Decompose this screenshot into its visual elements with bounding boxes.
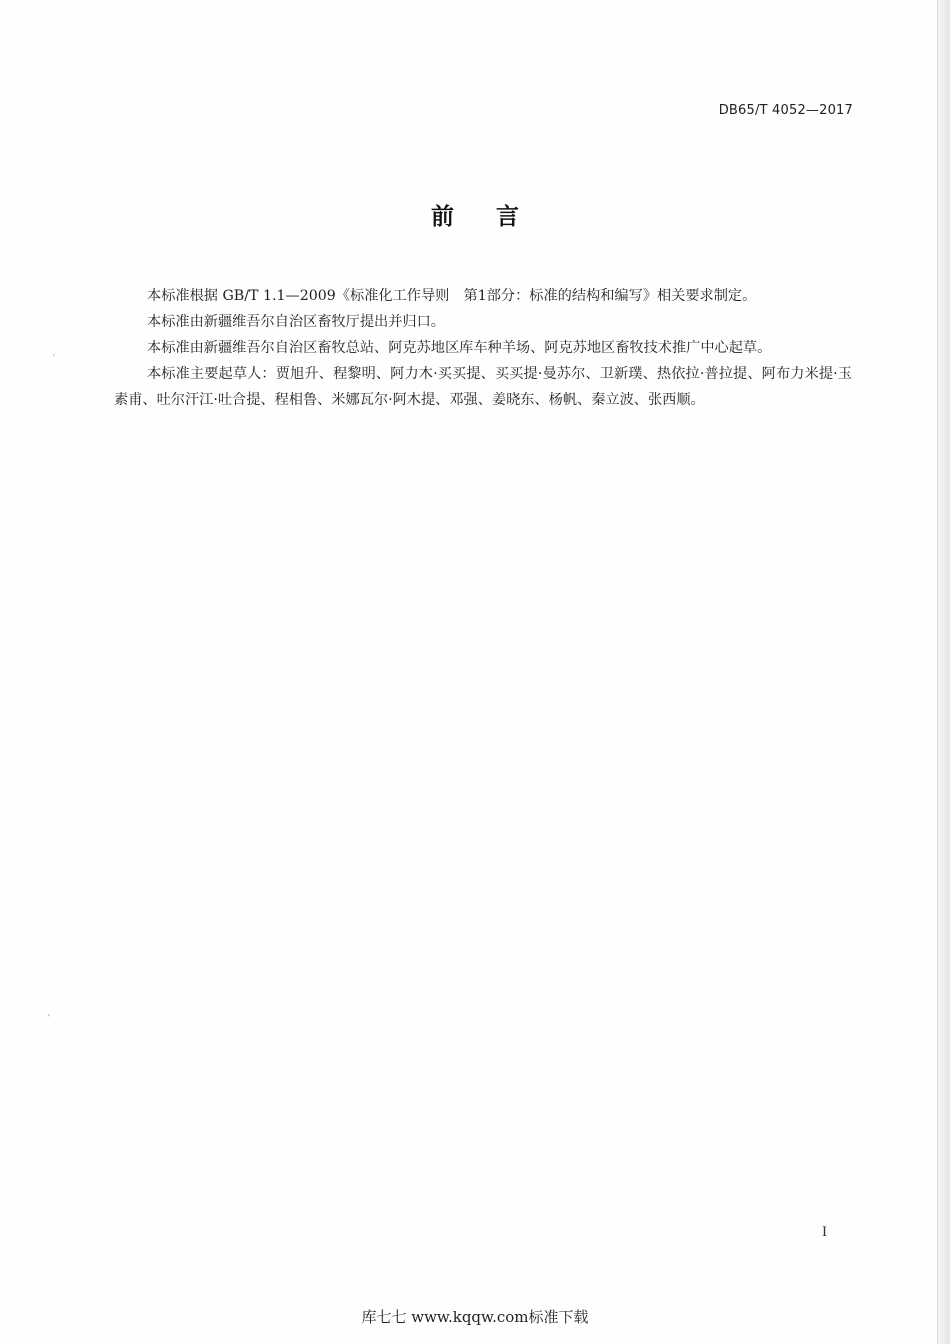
footer-watermark: 库七七 www.kqqw.com标准下载 <box>361 1308 589 1326</box>
paragraph-basis: 本标准根据 GB/T 1.1—2009《标准化工作导则 第1部分：标准的结构和编写》相关要求制定。 <box>147 288 757 304</box>
paragraph-proposer: 本标准由新疆维吾尔自治区畜牧厅提出并归口。 <box>147 314 445 330</box>
scan-mark: ʼ <box>47 1012 51 1025</box>
page-number: I <box>822 1224 827 1240</box>
paragraph-drafting-units: 本标准由新疆维吾尔自治区畜牧总站、阿克苏地区库车种羊场、阿克苏地区畜牧技术推广中心起草。 <box>147 340 772 356</box>
foreword-body <box>114 283 852 413</box>
document-code: DB65/T 4052—2017 <box>718 103 853 118</box>
scan-mark: ʼ <box>52 352 56 365</box>
paragraph-drafters: 本标准主要起草人：贾旭升、程黎明、阿力木·买买提、买买提·曼苏尔、卫新璞、热依拉·普拉提、阿布力米提·玉素甫、吐尔汗江·吐合提、程相鲁、米娜瓦尔·阿木提、邓强、姜晓东、杨帆、秦立波、张西顺。 <box>114 366 852 408</box>
section-title: 前言 <box>431 204 561 230</box>
